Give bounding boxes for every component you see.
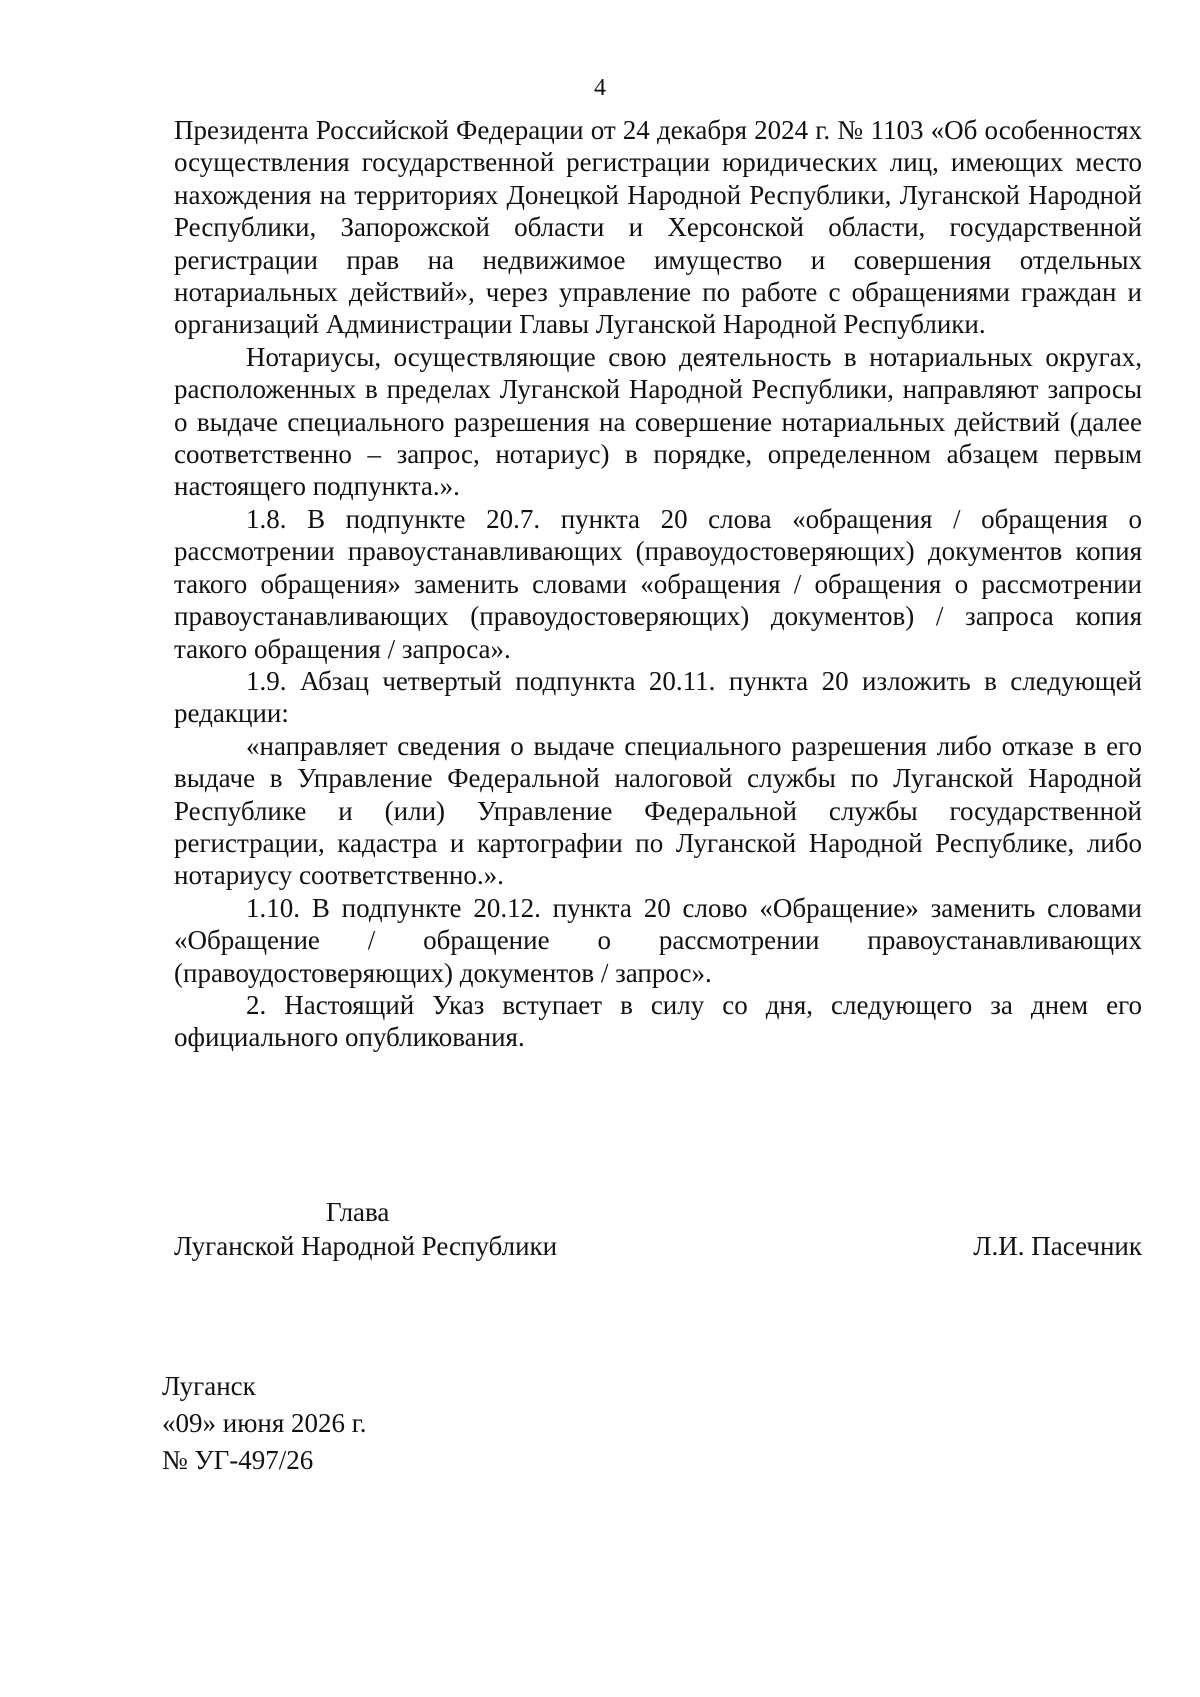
page-number: 4 [594, 75, 606, 101]
paragraph-1-10: 1.10. В подпункте 20.12. пункта 20 слово «Обращение» заменить словами «Обращение / обращение о рассмотрении правоустанавливающих (правоудостоверяющих) документов / запрос». [174, 892, 1142, 988]
signature-block [174, 1196, 1142, 1266]
paragraph-notaries: Нотариусы, осуществляющие свою деятельность в нотариальных округах, расположенных в пределах Луганской Народной Республики, направляют запросы о выдаче специального разрешения на совершение нотариальных действий (далее соответственно – запрос, нотариус) в порядке, определенном абзацем первым настоящего подпункта.». [174, 341, 1142, 502]
paragraph-1-9: 1.9. Абзац четвертый подпункта 20.11. пункта 20 изложить в следующей редакции: [174, 665, 1142, 729]
footer-number: № УГ-497/26 [162, 1445, 314, 1475]
paragraph-continuation: Президента Российской Федерации от 24 декабря 2024 г. № 1103 «Об особенностях осуществления государственной регистрации юридических лиц, имеющих место нахождения на территориях Донецкой Народной Республики, Луганской Народной Республики, Запорожской области и Херсонской области, государственной регистрации прав на недвижимое имущество и совершения отдельных нотариальных действий», через управление по работе с обращениями граждан и организаций Администрации Главы Луганской Народной Республики. [174, 115, 1142, 340]
footer-city: Луганск [162, 1371, 256, 1401]
document-body [174, 114, 1142, 1054]
paragraph-2-effective-date: 2. Настоящий Указ вступает в силу со дня, следующего за днем его официального опубликования. [174, 989, 1142, 1053]
paragraph-quoted-text: «направляет сведения о выдаче специального разрешения либо отказе в его выдаче в Управление Федеральной налоговой службы по Луганской Народной Республике и (или) Управление Федеральной службы государственной регистрации, кадастра и картографии по Луганской Народной Республике, либо нотариусу соответственно.». [174, 730, 1142, 891]
signatory-title-line-2: Луганской Народной Республики [174, 1231, 558, 1261]
signatory-title-line-1: Глава [326, 1197, 390, 1227]
footer-date: «09» июня 2026 г. [162, 1408, 367, 1438]
paragraph-1-8: 1.8. В подпункте 20.7. пункта 20 слова «обращения / обращения о рассмотрении правоустанавливающих (правоудостоверяющих) документов копия такого обращения» заменить словами «обращения / обращения о рассмотрении правоустанавливающих (правоудостоверяющих) документов) / запроса копия такого обращения / запроса». [174, 503, 1142, 664]
document-footer [162, 1368, 367, 1479]
signatory-name: Л.И. Пасечник [973, 1231, 1142, 1261]
